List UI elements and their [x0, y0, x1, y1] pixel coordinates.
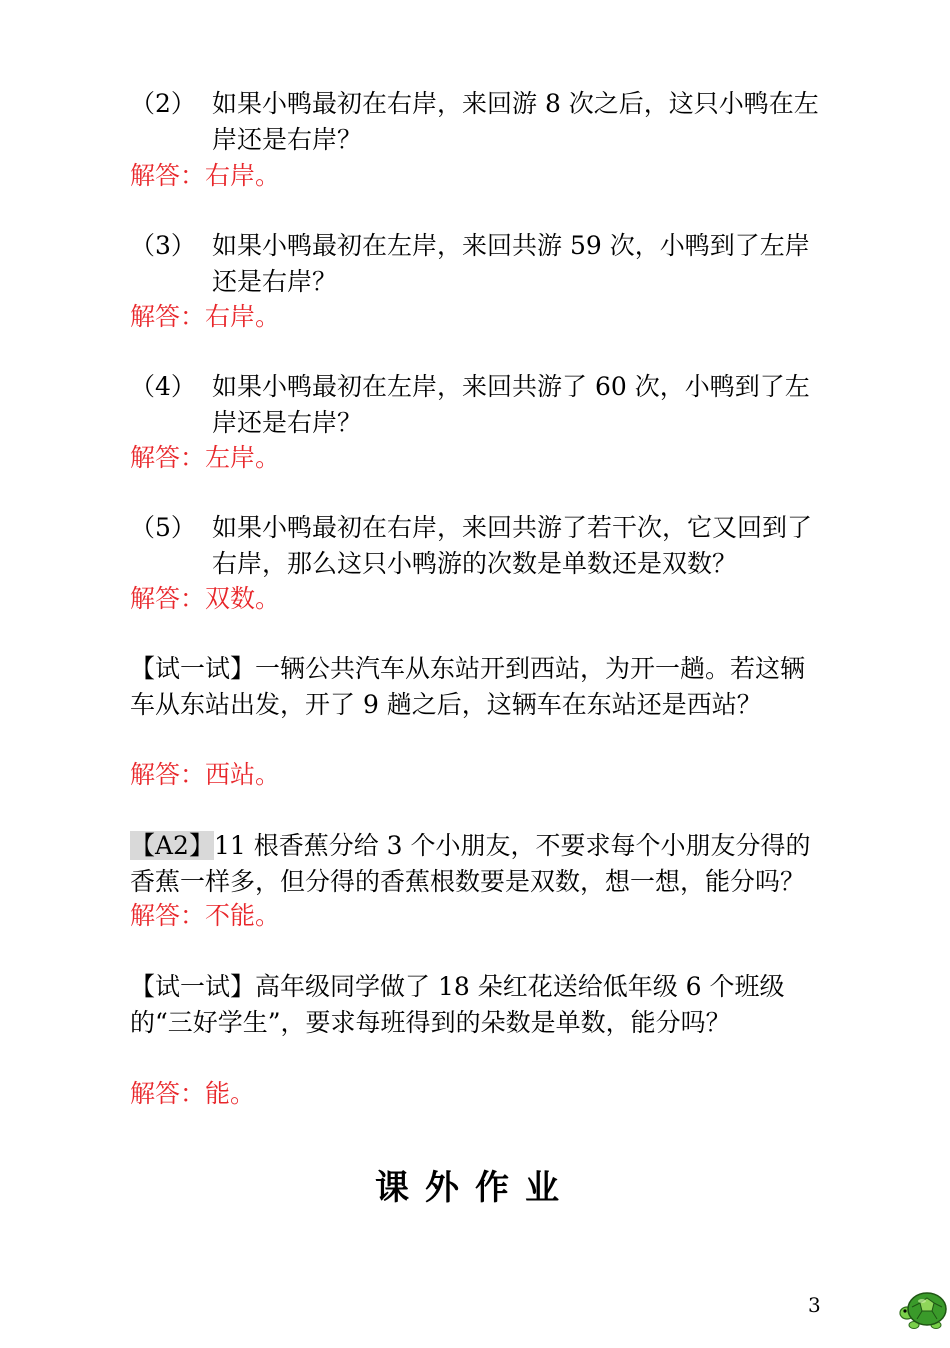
- answer-5: [130, 581, 280, 617]
- answer-label: 解答：: [130, 760, 206, 789]
- answer-label: 解答：: [130, 443, 206, 472]
- answer-value: 不能。: [205, 901, 281, 930]
- answer-2: [130, 158, 280, 194]
- answer-label: 解答：: [130, 161, 206, 190]
- answer-label: 解答：: [130, 901, 206, 930]
- question-3: [130, 228, 830, 300]
- answer-value: 能。: [205, 1079, 256, 1108]
- try-it-answer-1: [130, 757, 280, 793]
- answer-value: 右岸。: [205, 302, 281, 331]
- try-it-tag: 【试一试】: [130, 654, 256, 683]
- question-2: [130, 86, 830, 158]
- page-number: 3: [808, 1293, 821, 1317]
- question-number: （3）: [130, 231, 196, 260]
- question-4: [130, 369, 830, 441]
- answer-label: 解答：: [130, 584, 206, 613]
- a2-tag: 【A2】: [130, 831, 214, 860]
- question-text: 如果小鸭最初在右岸，来回游 8 次之后，这只小鸭在左岸还是右岸？: [212, 89, 819, 154]
- try-it-answer-2: [130, 1076, 255, 1112]
- answer-value: 西站。: [205, 760, 281, 789]
- answer-value: 左岸。: [205, 443, 281, 472]
- question-number: （4）: [130, 372, 196, 401]
- answer-4: [130, 440, 280, 476]
- problem-text: 11 根香蕉分给 3 个小朋友，不要求每个小朋友分得的香蕉一样多，但分得的香蕉根数要是双数，想一想，能分吗？: [130, 831, 811, 896]
- turtle-icon: [898, 1285, 950, 1331]
- answer-value: 双数。: [205, 584, 281, 613]
- try-it-problem-2: [130, 969, 830, 1041]
- answer-label: 解答：: [130, 302, 206, 331]
- answer-3: [130, 299, 280, 335]
- a2-problem: [130, 828, 830, 900]
- question-text: 如果小鸭最初在左岸，来回共游 59 次，小鸭到了左岸还是右岸？: [212, 231, 810, 296]
- question-number: （2）: [130, 89, 196, 118]
- section-heading: 课外作业: [375, 1168, 575, 1208]
- question-text: 如果小鸭最初在右岸，来回共游了若干次，它又回到了右岸，那么这只小鸭游的次数是单数还是双数？: [212, 513, 813, 578]
- try-it-tag: 【试一试】: [130, 972, 256, 1001]
- answer-label: 解答：: [130, 1079, 206, 1108]
- try-it-problem-1: [130, 651, 830, 723]
- a2-answer: [130, 898, 280, 934]
- question-text: 如果小鸭最初在左岸，来回共游了 60 次，小鸭到了左岸还是右岸？: [212, 372, 810, 437]
- answer-value: 右岸。: [205, 161, 281, 190]
- question-number: （5）: [130, 513, 196, 542]
- problem-text: 一辆公共汽车从东站开到西站，为开一趟。若这辆车从东站出发，开了 9 趟之后，这辆车在东站还是西站？: [130, 654, 806, 719]
- question-5: [130, 510, 830, 582]
- problem-text: 高年级同学做了 18 朵红花送给低年级 6 个班级的“三好学生”，要求每班得到的朵数是单数，能分吗？: [130, 972, 785, 1037]
